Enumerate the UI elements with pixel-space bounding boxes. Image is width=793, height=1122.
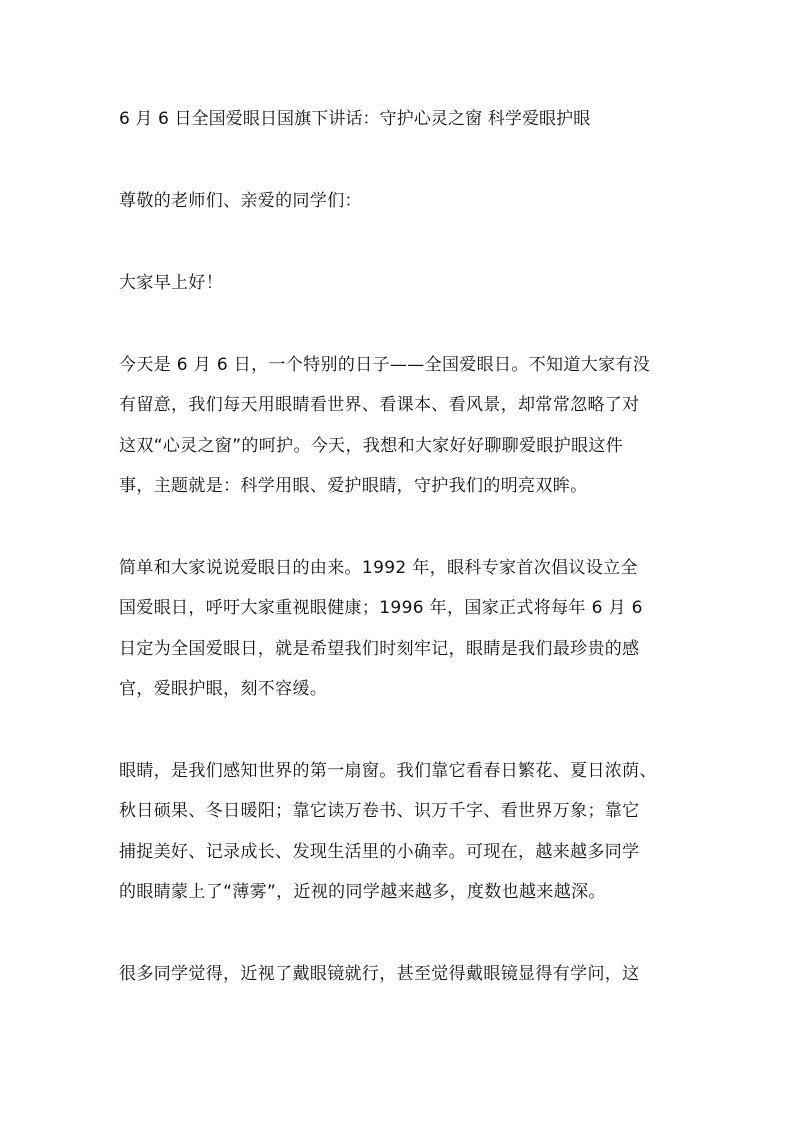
document-title: 6 月 6 日全国爱眼日国旗下讲话：守护心灵之窗 科学爱眼护眼 <box>119 109 591 129</box>
paragraph-line: 有留意，我们每天用眼睛看世界、看课本、看风景，却常常忽略了对 <box>119 395 640 415</box>
salutation: 尊敬的老师们、亲爱的同学们： <box>119 191 362 211</box>
paragraph-line: 简单和大家说说爱眼日的由来。1992 年，眼科专家首次倡议设立全 <box>119 558 638 578</box>
paragraph-line: 捕捉美好、记录成长、发现生活里的小确幸。可现在，越来越多同学 <box>119 842 640 862</box>
paragraph-line: 眼睛，是我们感知世界的第一扇窗。我们靠它看春日繁花、夏日浓荫、 <box>119 761 657 781</box>
paragraph-line: 这双“心灵之窗”的呵护。今天，我想和大家好好聊聊爱眼护眼这件 <box>119 436 624 456</box>
document-page <box>119 0 679 1122</box>
paragraph-line: 今天是 6 月 6 日，一个特别的日子——全国爱眼日。不知道大家有没 <box>119 355 651 375</box>
paragraph-line: 的眼睛蒙上了“薄雾”，近视的同学越来越多，度数也越来越深。 <box>119 882 606 902</box>
greeting: 大家早上好！ <box>119 273 224 293</box>
paragraph-line: 国爱眼日，呼吁大家重视眼健康；1996 年，国家正式将每年 6 月 6 <box>119 598 643 618</box>
paragraph-line: 日定为全国爱眼日，就是希望我们时刻牢记，眼睛是我们最珍贵的感 <box>119 639 640 659</box>
paragraph-line: 事，主题就是：科学用眼、爱护眼睛，守护我们的明亮双眸。 <box>119 476 588 496</box>
paragraph-line: 秋日硕果、冬日暖阳；靠它读万卷书、识万千字、看世界万象；靠它 <box>119 801 640 821</box>
paragraph-line: 官，爱眼护眼，刻不容缓。 <box>119 679 328 699</box>
paragraph-line: 很多同学觉得，近视了戴眼镜就行，甚至觉得戴眼镜显得有学问，这 <box>119 964 640 984</box>
